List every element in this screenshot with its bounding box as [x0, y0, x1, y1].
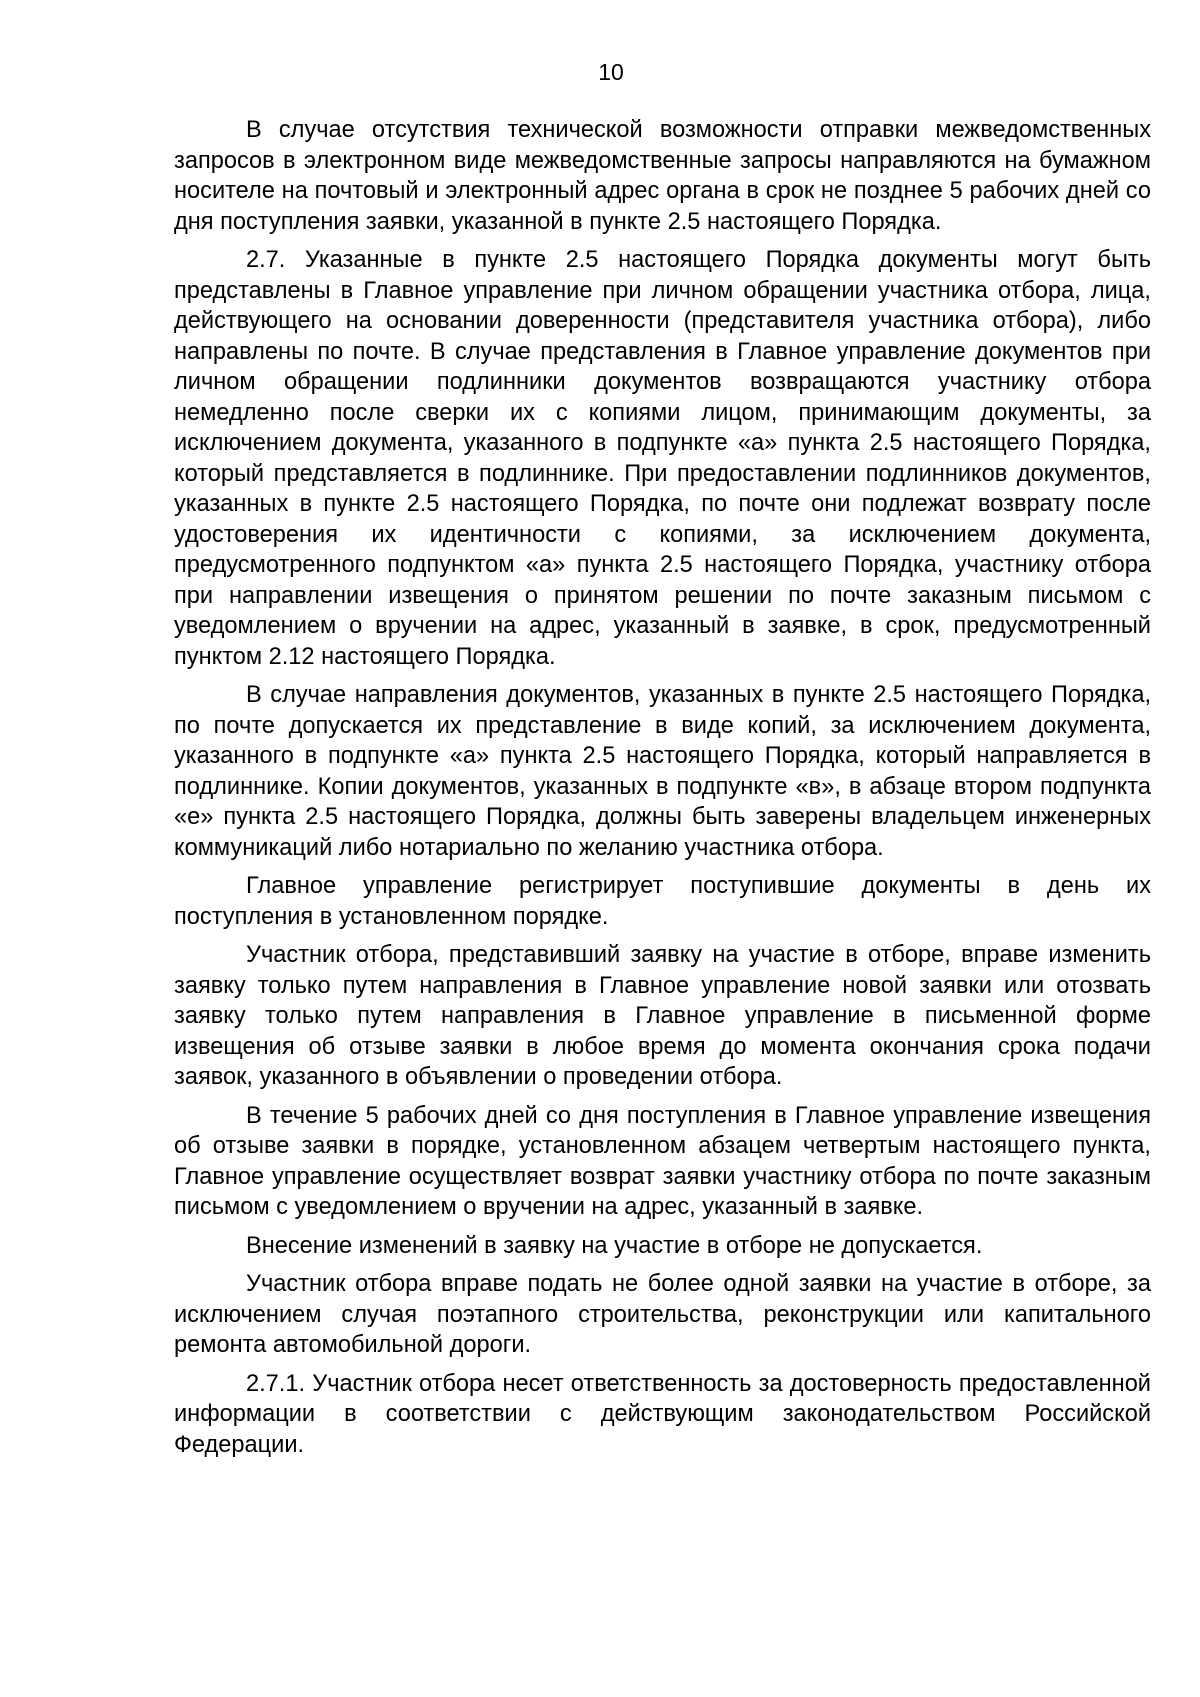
paragraph-registration: Главное управление регистрирует поступившие документы в день их поступления в установленном порядке. [174, 873, 1151, 930]
paragraph-return-application: В течение 5 рабочих дней со дня поступления в Главное управление извещения об отзыве заявки в порядке, установленном абзацем четвертым настоящего пункта, Главное управление осуществляет возврат заявки участнику отбора по почте заказным письмом с уведомлением о вручении на адрес, указанный в заявке. [174, 1102, 1151, 1220]
paragraph-change-withdraw: Участник отбора, представивший заявку на участие в отборе, вправе изменить заявку только путем направления в Главное управление новой заявки или отозвать заявку только путем направления в Главное управление в письменной форме извещения об отзыве заявки в любое время до момента окончания срока подачи заявок, указанного в объявлении о проведении отбора. [174, 942, 1151, 1090]
paragraph-postal-copies: В случае направления документов, указанных в пункте 2.5 настоящего Порядка, по почте допускается их представление в виде копий, за исключением документа, указанного в подпункте «а» пункта 2.5 настоящего Порядка, который направляется в подлиннике. Копии документов, указанных в подпункте «в», в абзаце втором подпункта «е» пункта 2.5 настоящего Порядка, должны быть заверены владельцем инженерных коммуникаций либо нотариально по желанию участника отбора. [174, 682, 1151, 861]
page-number: 10 [598, 59, 624, 85]
paragraph-2-7-1-responsibility: 2.7.1. Участник отбора несет ответственность за достоверность предоставленной информации в соответствии с действующим законодательством Российской Федерации. [174, 1370, 1151, 1458]
paragraph-no-changes: Внесение изменений в заявку на участие в отборе не допускается. [246, 1232, 983, 1259]
paragraph-2-7-submission: 2.7. Указанные в пункте 2.5 настоящего Порядка документы могут быть представлены в Главное управление при личном обращении участника отбора, лица, действующего на основании доверенности (представителя участника отбора), либо направлены по почте. В случае представления в Главное управление документов при личном обращении подлинники документов возвращаются участнику отбора немедленно после сверки их с копиями лицом, принимающим документы, за исключением документа, указанного в подпункте «а» пункта 2.5 настоящего Порядка, который представляется в подлиннике. При предоставлении подлинников документов, указанных в пункте 2.5 настоящего Порядка, по почте они подлежат возврату после удостоверения их идентичности с копиями, за исключением документа, предусмотренного подпунктом «а» пункта 2.5 настоящего Порядка, участнику отбора при направлении извещения о принятом решении по почте заказным письмом с уведомлением о вручении на адрес, указанный в заявке, в срок, предусмотренный пунктом 2.12 настоящего Порядка. [174, 247, 1151, 670]
paragraph-one-application: Участник отбора вправе подать не более одной заявки на участие в отборе, за исключением случая поэтапного строительства, реконструкции или капитального ремонта автомобильной дороги. [174, 1271, 1151, 1358]
paragraph-interagency-requests: В случае отсутствия технической возможности отправки межведомственных запросов в электронном виде межведомственные запросы направляются на бумажном носителе на почтовый и электронный адрес органа в срок не позднее 5 рабочих дней со дня поступления заявки, указанной в пункте 2.5 настоящего Порядка. [174, 117, 1151, 235]
document-body [174, 115, 1151, 1468]
